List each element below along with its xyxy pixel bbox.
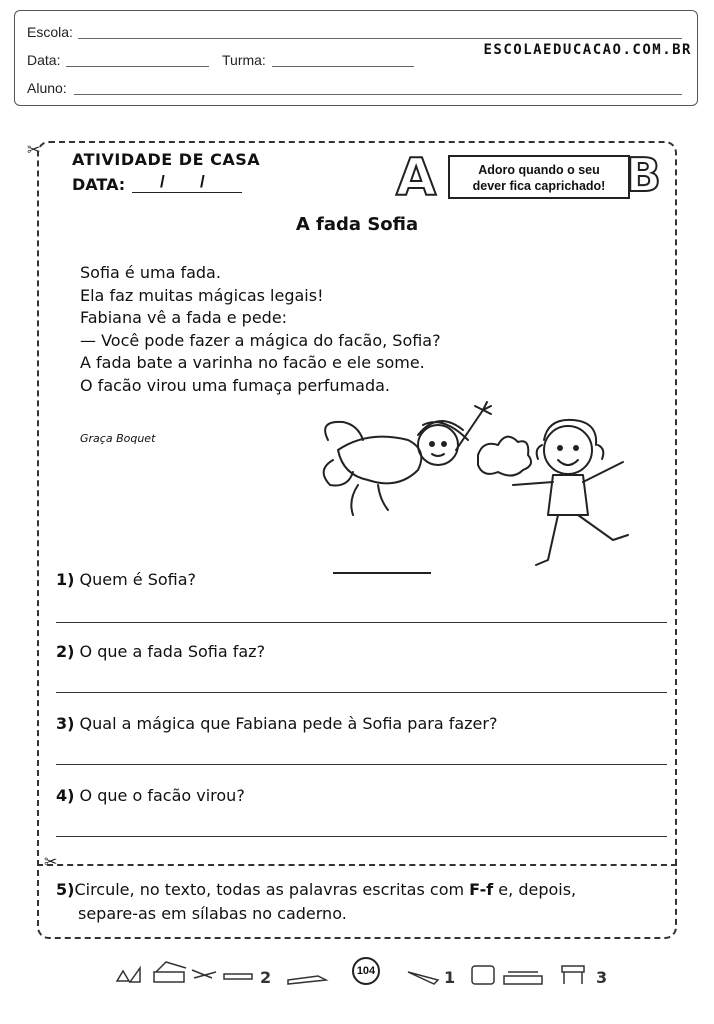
question-number: 4) — [56, 786, 75, 805]
story-title: A fada Sofia — [295, 214, 419, 235]
data-label: Data: — [27, 52, 61, 68]
data-field-line[interactable] — [66, 66, 209, 67]
answer-line[interactable] — [333, 572, 431, 574]
svg-text:2: 2 — [260, 968, 272, 987]
date-separator: / — [160, 172, 165, 191]
aluno-label: Aluno: — [27, 80, 67, 96]
escola-field-line[interactable] — [78, 38, 682, 39]
question-3 — [56, 714, 497, 733]
page-number-badge: 104 — [352, 957, 380, 985]
question-number: 5) — [56, 880, 75, 899]
question-5 — [56, 878, 671, 926]
question-text: Circule, no texto, todas as palavras escritas com — [74, 880, 470, 899]
scissors-icon: ✂ — [27, 142, 41, 159]
date-field-line[interactable] — [132, 192, 242, 193]
badge-line: Adoro quando o seu — [478, 163, 600, 177]
story-author: Graça Boquet — [80, 432, 156, 445]
question-text: e, depois, — [493, 880, 577, 899]
story-line: Ela faz muitas mágicas legais! — [80, 285, 324, 305]
activity-heading: ATIVIDADE DE CASA — [72, 150, 261, 169]
escola-label: Escola: — [27, 24, 73, 40]
story-line: A fada bate a varinha no facão e ele some. — [80, 353, 425, 372]
question-text: O que o facão virou? — [79, 786, 245, 805]
question-number: 2) — [56, 642, 75, 661]
letter-a-icon: A — [396, 148, 437, 208]
question-1 — [56, 570, 196, 589]
cut-line — [37, 864, 677, 866]
question-2 — [56, 642, 265, 661]
date-separator: / — [200, 172, 205, 191]
story-line: Sofia é uma fada. — [80, 263, 221, 282]
answer-line[interactable] — [56, 836, 667, 837]
student-info-header — [14, 10, 698, 106]
site-url: ESCOLAEDUCACAO.COM.BR — [483, 42, 692, 58]
svg-text:3: 3 — [596, 968, 608, 987]
turma-label: Turma: — [222, 52, 266, 68]
answer-line[interactable] — [56, 764, 667, 765]
question-text: O que a fada Sofia faz? — [79, 642, 266, 661]
scissors-icon: ✂ — [44, 854, 58, 871]
story-text — [80, 262, 441, 397]
motivation-badge — [448, 155, 630, 199]
story-line: — Você pode fazer a mágica do facão, Sofia? — [80, 330, 441, 350]
aluno-field-line[interactable] — [74, 94, 682, 95]
question-text: separe-as em sílabas no caderno. — [78, 904, 347, 923]
question-text: Quem é Sofia? — [79, 570, 197, 589]
question-number: 3) — [56, 714, 75, 733]
answer-line[interactable] — [56, 622, 667, 623]
activity-date-label: DATA: — [72, 175, 126, 194]
turma-field-line[interactable] — [272, 66, 414, 67]
question-4 — [56, 786, 245, 805]
fairy-and-girl-illustration — [318, 400, 663, 580]
question-text: Qual a mágica que Fabiana pede à Sofia para fazer? — [79, 714, 498, 733]
answer-line[interactable] — [56, 692, 667, 693]
story-line: O facão virou uma fumaça perfumada. — [80, 375, 391, 395]
question-highlight: F-f — [469, 880, 494, 899]
svg-text:1: 1 — [444, 968, 456, 987]
story-line: Fabiana vê a fada e pede: — [80, 308, 288, 327]
badge-line: dever fica caprichado! — [472, 179, 606, 193]
question-number: 1) — [56, 570, 75, 589]
letter-b-icon: B — [626, 148, 662, 202]
